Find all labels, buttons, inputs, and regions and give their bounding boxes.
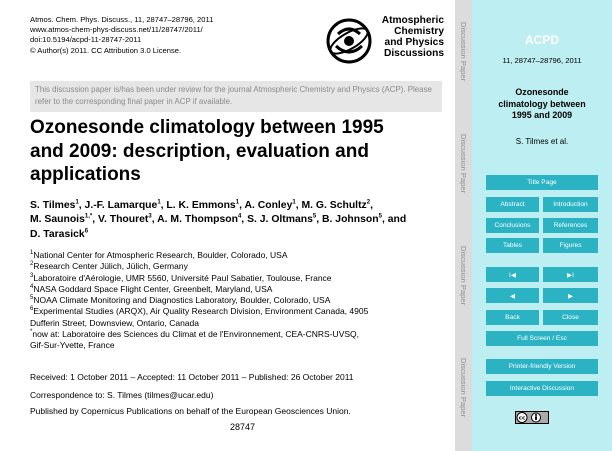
affiliation: Gif-Sur-Yvette, France: [30, 340, 115, 351]
page-number: 28747: [230, 422, 256, 432]
journal-logo: [320, 14, 445, 70]
conclusions-button[interactable]: Conclusions: [486, 218, 539, 233]
citation-block: [30, 15, 213, 56]
paper-title: Ozonesonde climatology between 1995 and 2009: description, evaluation and applications: [30, 117, 384, 185]
abstract-button[interactable]: Abstract: [486, 197, 539, 212]
author-line: S. Tilmes$^1$, J.-F. Lamarque$^1$, L. K. Emmons$^1$, A. Conley$^1$, M. G. Schultz$^2$,: [30, 199, 373, 211]
review-notice: This discussion paper is/has been under review for the journal Atmospheric Chemistry and Physics (ACP). Please refer to the corresponding final paper in ACP if available.: [30, 81, 442, 112]
full-screen-button[interactable]: Full Screen / Esc: [486, 331, 598, 346]
strip-label: Discussion Paper: [459, 22, 468, 82]
affiliations: [30, 250, 445, 352]
references-button[interactable]: References: [543, 218, 598, 233]
citation-line: © Author(s) 2011. CC Attribution 3.0 License.: [30, 45, 182, 55]
sidebar-title: Ozonesonde climatology between 1995 and 2009: [498, 87, 586, 120]
author-line: D. Tarasick$^6$: [30, 228, 89, 240]
received-dates: Received: 1 October 2011 – Accepted: 11 October 2011 – Published: 26 October 2011: [30, 372, 354, 382]
affiliation: *now at: Laboratoire des Sciences du Climat et de l'Environnement, CEA-CNRS-UVSQ,: [30, 329, 360, 340]
creative-commons-license-icon[interactable]: [515, 411, 549, 424]
affiliation: $^1$National Center for Atmospheric Research, Boulder, Colorado, USA: [30, 250, 288, 260]
affiliation: $^5$NOAA Climate Monitoring and Diagnostics Laboratory, Boulder, Colorado, USA: [30, 295, 331, 306]
tables-button[interactable]: Tables: [486, 238, 539, 253]
affiliation: $^3$Laboratoire d'Aérologie, UMR 5560, Université Paul Sabatier, Toulouse, France: [30, 272, 332, 283]
publisher-note: Published by Copernicus Publications on behalf of the European Geosciences Union.: [30, 406, 351, 416]
svg-text:cc: cc: [518, 415, 526, 422]
citation-line: doi:10.5194/acpd-11-28747-2011: [30, 35, 142, 45]
citation-line: Atmos. Chem. Phys. Discuss., 11, 28747–28796, 2011: [30, 15, 214, 24]
egu-logo-icon: [324, 16, 374, 66]
previous-page-button[interactable]: ◀: [486, 288, 539, 303]
journal-logo-text: Atmospheric Chemistry and Physics Discussions: [381, 15, 444, 59]
author-line: M. Saunois$^{1,*}$, V. Thouret$^3$, A. M. Thompson$^4$, S. J. Oltmans$^5$, B. Johnson$^5$, and: [30, 213, 407, 226]
interactive-discussion-button[interactable]: Interactive Discussion: [486, 381, 598, 396]
last-page-button[interactable]: ▶I: [543, 267, 598, 282]
citation-line: www.atmos-chem-phys-discuss.net/11/28747/2011/: [30, 25, 203, 35]
correspondence: Correspondence to: S. Tilmes (tilmes@ucar.edu): [30, 390, 214, 400]
navigation-sidebar: [472, 0, 612, 451]
author-list: [30, 199, 445, 242]
introduction-button[interactable]: Introduction: [543, 197, 598, 212]
back-button[interactable]: Back: [486, 310, 539, 325]
sidebar-citation: 11, 28747–28796, 2011: [502, 56, 582, 65]
strip-label: Discussion Paper: [459, 358, 468, 418]
printer-friendly-button[interactable]: Printer-friendly Version: [486, 359, 598, 374]
close-button[interactable]: Close: [543, 310, 598, 325]
affiliation: $^6$Experimental Studies (ARQX), Air Quality Research Division, Environment Canada, 4905: [30, 306, 369, 317]
sidebar-authors: S. Tilmes et al.: [515, 137, 569, 146]
strip-label: Discussion Paper: [459, 134, 468, 194]
figures-button[interactable]: Figures: [543, 238, 598, 253]
discussion-paper-strip: [455, 0, 472, 451]
affiliation: $^2$Research Center Jülich, Jülich, Germany: [30, 261, 188, 272]
affiliation: Dufferin Street, Downsview, Ontario, Canada: [30, 317, 199, 328]
title-page-button[interactable]: Title Page: [486, 175, 598, 190]
first-page-button[interactable]: I◀: [486, 267, 539, 282]
strip-label: Discussion Paper: [459, 246, 468, 306]
affiliation: $^4$NASA Goddard Space Flight Center, Greenbelt, Maryland, USA: [30, 283, 273, 294]
next-page-button[interactable]: ▶: [543, 288, 598, 303]
journal-acronym: ACPD: [524, 33, 559, 47]
